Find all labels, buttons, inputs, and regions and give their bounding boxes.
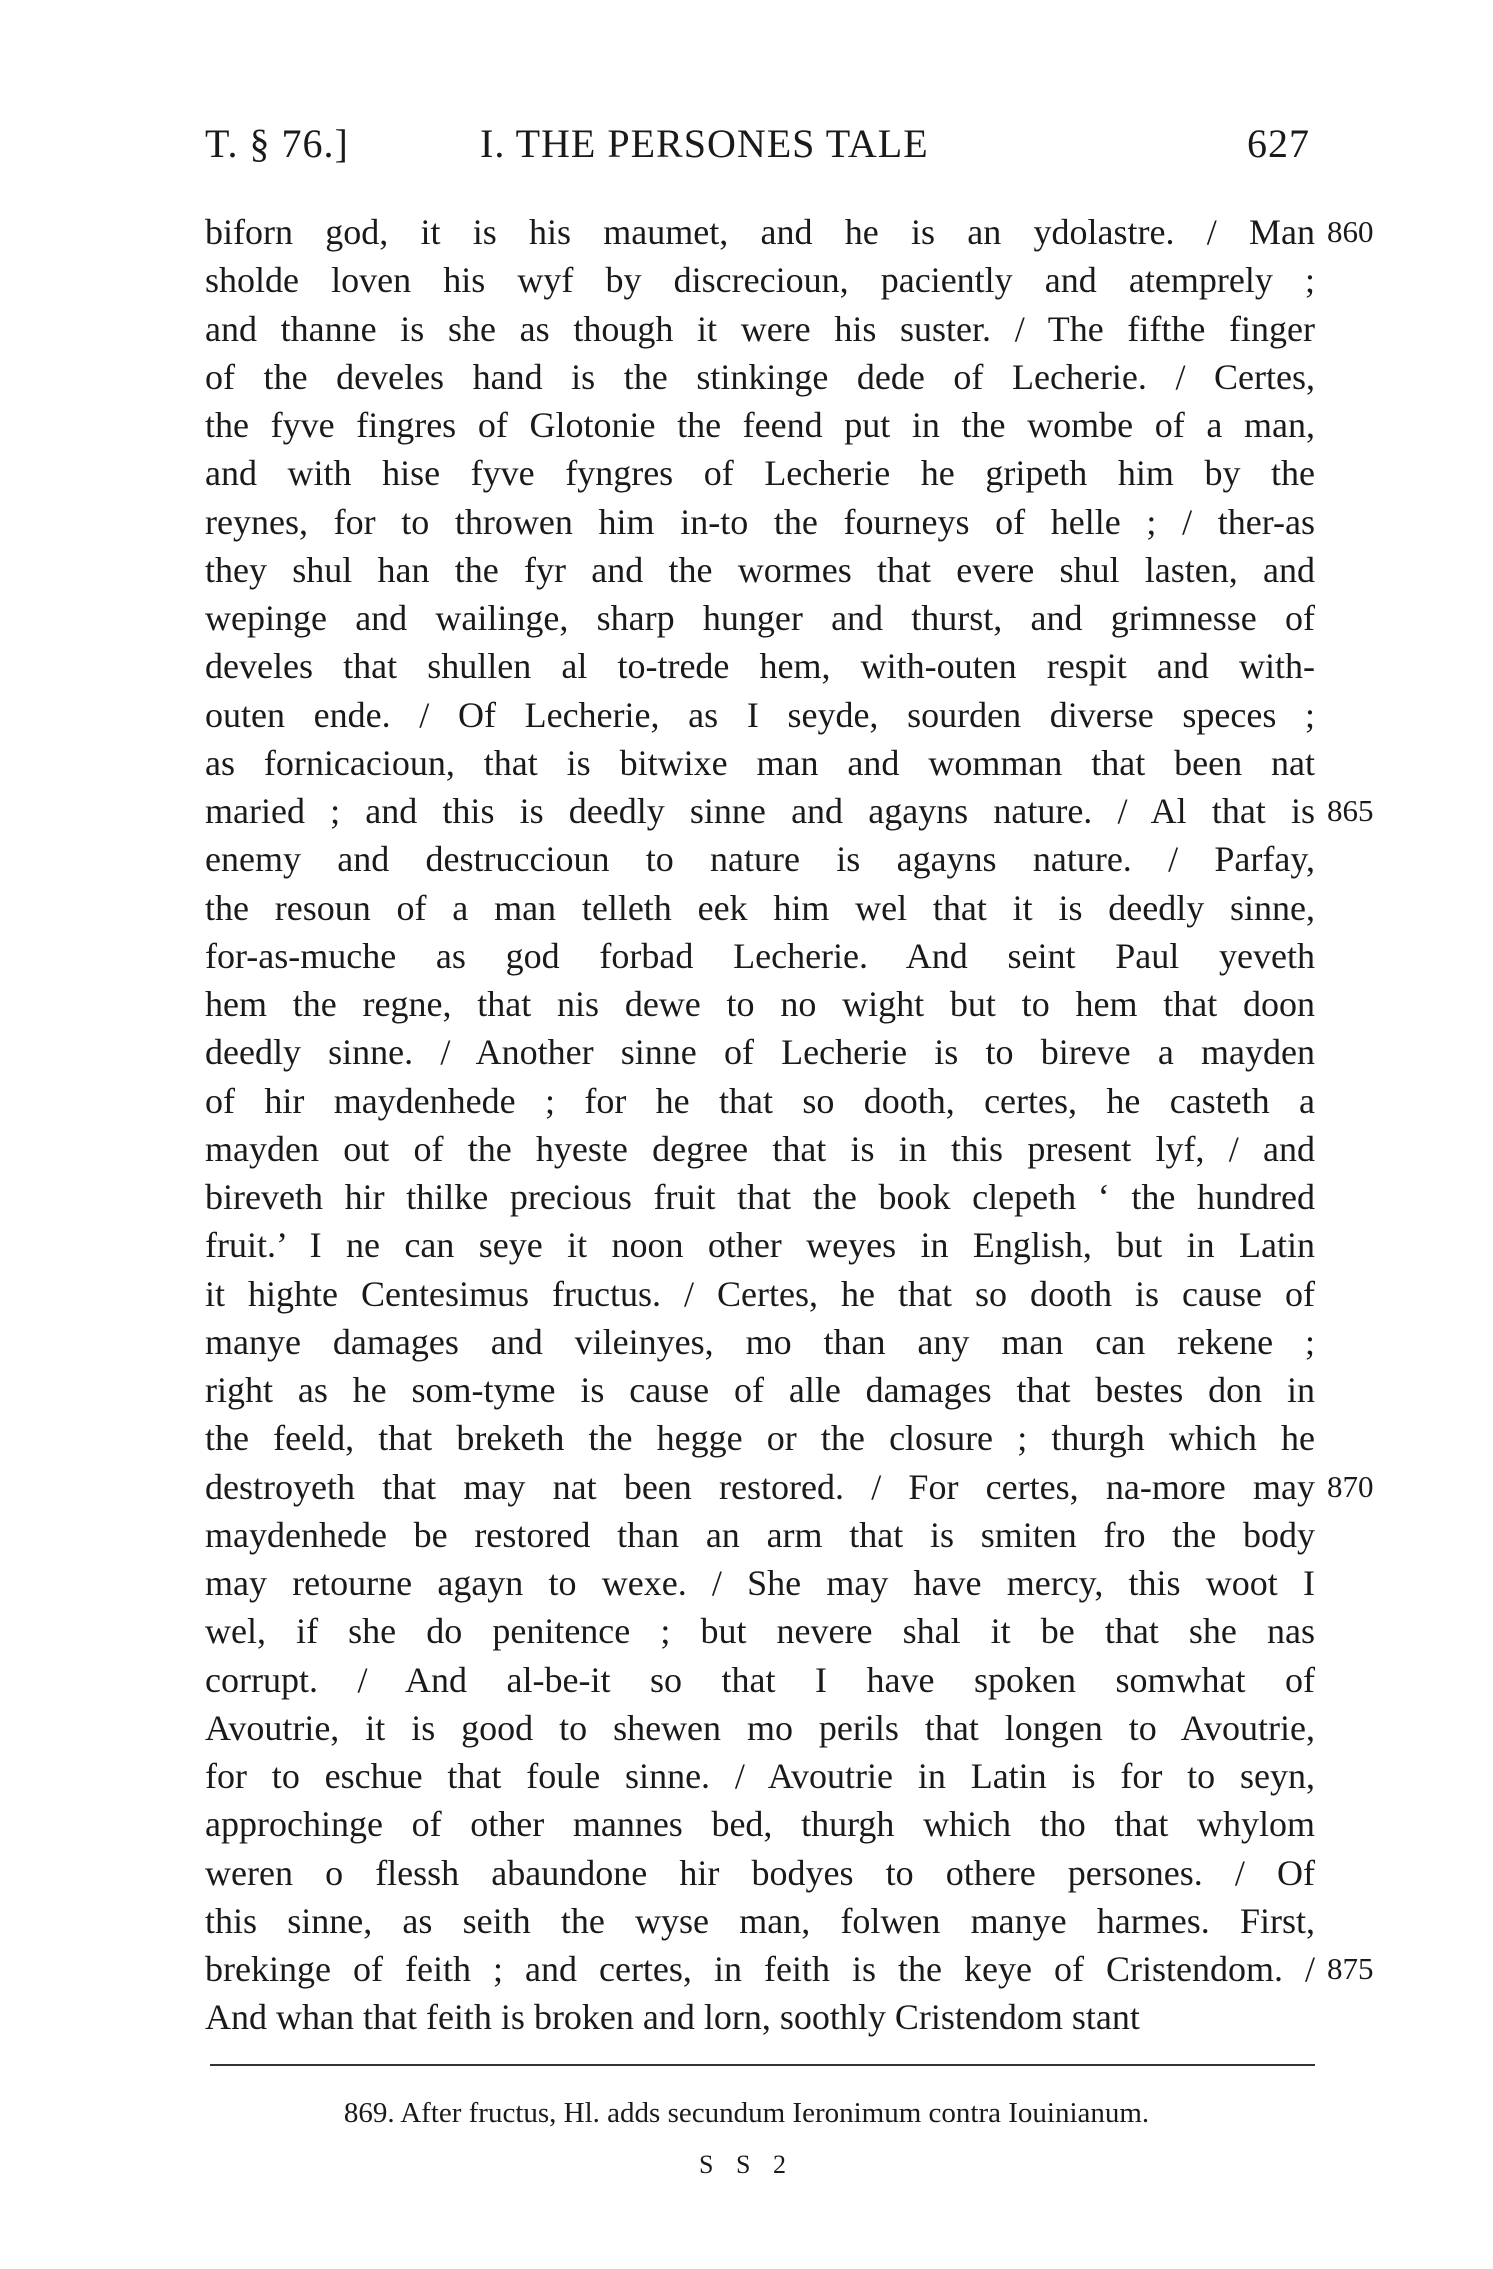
signature-mark: S S 2: [699, 2150, 794, 2179]
line-number: 875: [1327, 1951, 1374, 1986]
text-line: [205, 305, 1315, 353]
line-text: may retourne agayn to wexe. / She may have mercy, this woot I: [205, 1563, 1315, 1603]
line-text: and thanne is she as though it were his suster. / The fifthe finger: [205, 308, 1315, 349]
line-number: 860: [1327, 214, 1374, 249]
line-number: 865: [1327, 793, 1374, 828]
text-line: [205, 787, 1374, 835]
text-line: [205, 1559, 1315, 1607]
line-text: the fyve fingres of Glotonie the feend put in the wombe of a man,: [205, 405, 1315, 445]
line-text: fruit.’ I ne can seye it noon other weyes in English, but in Latin: [205, 1225, 1315, 1266]
line-text: hem the regne, that nis dewe to no wight but to hem that doon: [205, 984, 1315, 1024]
text-line: [205, 449, 1315, 497]
text-line: [205, 1221, 1315, 1269]
line-text: brekinge of feith ; and certes, in feith is the keye of Cristendom. /: [205, 1949, 1315, 1989]
line-text: wel, if she do penitence ; but nevere shal it be that she nas: [205, 1611, 1315, 1652]
line-text: for to eschue that foule sinne. / Avoutrie in Latin is for to seyn,: [205, 1756, 1315, 1796]
text-line: [205, 980, 1315, 1028]
text-line: [205, 932, 1315, 980]
text-line: [205, 1752, 1315, 1800]
line-text: destroyeth that may nat been restored. / For certes, na-more may: [205, 1466, 1315, 1507]
text-line: [205, 1656, 1315, 1704]
text-line: [205, 1028, 1315, 1076]
main-text: [205, 208, 1374, 2042]
header-title: I. THE PERSONES TALE: [480, 121, 929, 166]
text-line: [205, 1511, 1315, 1559]
line-text: of the develes hand is the stinkinge dede of Lecherie. / Certes,: [205, 356, 1315, 397]
text-line: [205, 1463, 1374, 1511]
text-line: [205, 498, 1315, 546]
line-text: and with hise fyve fyngres of Lecherie he gripeth him by the: [205, 453, 1315, 494]
line-text: for-as-muche as god forbad Lecherie. And seint Paul yeveth: [205, 935, 1315, 976]
line-text: reynes, for to throwen him in-to the fourneys of helle ; / ther-as: [205, 501, 1315, 542]
line-text: And whan that feith is broken and lorn, soothly Cristendom stant: [205, 1997, 1140, 2038]
line-text: this sinne, as seith the wyse man, folwen manye harmes. First,: [205, 1900, 1315, 1941]
text-line: [205, 546, 1315, 594]
line-text: develes that shullen al to-trede hem, with-outen respit and with-: [205, 646, 1315, 687]
footnote-rule: [210, 2064, 1315, 2066]
line-text: enemy and destruccioun to nature is agayns nature. / Parfay,: [205, 839, 1315, 880]
text-line: [205, 1414, 1315, 1462]
text-line: [205, 691, 1315, 739]
text-line: [205, 1270, 1315, 1318]
text-line: [205, 1849, 1315, 1897]
text-line: [205, 208, 1374, 256]
line-text: maydenhede be restored than an arm that is smiten fro the body: [205, 1514, 1315, 1555]
text-line: [205, 1993, 1315, 2041]
line-text: Avoutrie, it is good to shewen mo perils that longen to Avoutrie,: [205, 1707, 1315, 1748]
line-text: they shul han the fyr and the wormes that evere shul lasten, and: [205, 549, 1315, 590]
text-line: [205, 642, 1315, 690]
line-text: weren o flessh abaundone hir bodyes to othere persones. / Of: [205, 1852, 1315, 1893]
text-line: [205, 1077, 1315, 1125]
line-text: maried ; and this is deedly sinne and agayns nature. / Al that is: [205, 791, 1315, 831]
line-text: mayden out of the hyeste degree that is in this present lyf, / and: [205, 1128, 1315, 1169]
text-line: [205, 594, 1315, 642]
footnote: 869. After fructus, Hl. adds secundum Ieronimum contra Iouinianum.: [343, 2097, 1150, 2129]
line-text: corrupt. / And al-be-it so that I have spoken somwhat of: [205, 1659, 1315, 1700]
text-line: [205, 353, 1315, 401]
text-line: [205, 884, 1315, 932]
line-text: as fornicacioun, that is bitwixe man and womman that been nat: [205, 742, 1315, 783]
line-text: the resoun of a man telleth eek him wel that it is deedly sinne,: [205, 887, 1315, 928]
text-line: [205, 1173, 1315, 1221]
line-text: wepinge and wailinge, sharp hunger and thurst, and grimnesse of: [205, 598, 1315, 638]
page-number: 627: [1247, 121, 1310, 166]
text-line: [205, 1945, 1374, 1993]
text-line: [205, 739, 1315, 787]
text-line: [205, 1366, 1315, 1414]
text-line: [205, 401, 1315, 449]
text-line: [205, 835, 1315, 883]
text-line: [205, 1607, 1315, 1655]
text-line: [205, 256, 1315, 304]
text-line: [205, 1704, 1315, 1752]
text-line: [205, 1125, 1315, 1173]
line-text: the feeld, that breketh the hegge or the closure ; thurgh which he: [205, 1418, 1315, 1459]
line-text: approchinge of other mannes bed, thurgh which tho that whylom: [205, 1804, 1315, 1845]
line-number: 870: [1327, 1468, 1374, 1504]
line-text: right as he som-tyme is cause of alle damages that bestes don in: [205, 1370, 1315, 1410]
running-header: [205, 120, 1310, 180]
text-line: [205, 1318, 1315, 1366]
text-line: [205, 1897, 1315, 1945]
line-text: biforn god, it is his maumet, and he is an ydolastre. / Man: [205, 212, 1315, 252]
text-line: [205, 1800, 1315, 1848]
line-text: it highte Centesimus fructus. / Certes, he that so dooth is cause of: [205, 1273, 1315, 1314]
line-text: deedly sinne. / Another sinne of Lecherie is to bireve a mayden: [205, 1032, 1315, 1073]
line-text: outen ende. / Of Lecherie, as I seyde, sourden diverse speces ;: [205, 694, 1315, 735]
line-text: bireveth hir thilke precious fruit that the book clepeth ‘ the hundred: [205, 1177, 1315, 1217]
header-section-ref: T. § 76.]: [205, 121, 349, 166]
line-text: of hir maydenhede ; for he that so dooth, certes, he casteth a: [205, 1080, 1315, 1121]
line-text: sholde loven his wyf by discrecioun, paciently and atemprely ;: [205, 260, 1315, 301]
line-text: manye damages and vileinyes, mo than any man can rekene ;: [205, 1321, 1315, 1362]
